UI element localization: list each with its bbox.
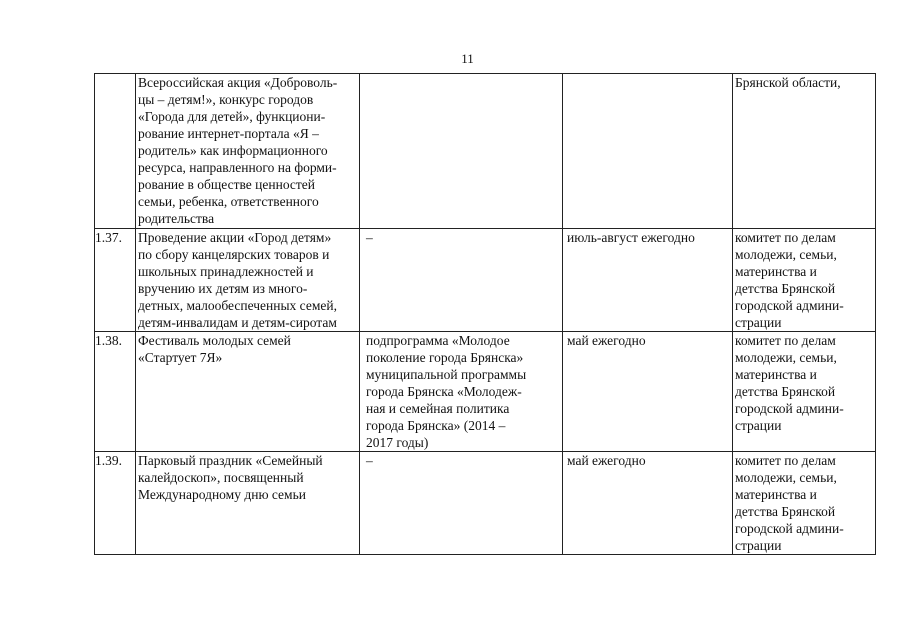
events-table xyxy=(94,73,876,555)
term-text: июль-август ежегодно xyxy=(567,230,695,245)
executor-text: комитет по делам молодежи, семьи, материнства и детства Брянской городской админи- страции xyxy=(735,230,844,330)
program-cell xyxy=(360,332,563,452)
executor-text: комитет по делам молодежи, семьи, материнства и детства Брянской городской админи- страции xyxy=(735,453,844,553)
term-cell xyxy=(563,452,733,555)
table-row xyxy=(95,74,876,229)
executor-text: Брянской области, xyxy=(735,75,841,90)
executor-cell xyxy=(733,229,876,332)
term-cell xyxy=(563,332,733,452)
term-cell xyxy=(563,229,733,332)
executor-cell xyxy=(733,74,876,229)
term-text: май ежегодно xyxy=(567,333,646,348)
program-cell xyxy=(360,74,563,229)
executor-cell xyxy=(733,332,876,452)
event-cell xyxy=(136,229,360,332)
event-cell xyxy=(136,74,360,229)
item-number: 1.39. xyxy=(95,453,122,468)
item-number-cell xyxy=(95,452,136,555)
item-number-cell xyxy=(95,332,136,452)
table-row xyxy=(95,229,876,332)
table-row xyxy=(95,452,876,555)
program-text: подпрограмма «Молодое поколение города Брянска» муниципальной программы города Брянска «Молодеж- ная и семейная политика города Брянска» (2014 – 2017 годы) xyxy=(366,333,527,450)
page-number: 11 xyxy=(461,51,474,66)
event-description: Фестиваль молодых семей «Стартует 7Я» xyxy=(138,333,291,365)
event-description: Парковый праздник «Семейный калейдоскоп», посвященный Международному дню семьи xyxy=(138,453,323,502)
executor-text: комитет по делам молодежи, семьи, материнства и детства Брянской городской админи- страции xyxy=(735,333,844,433)
program-cell xyxy=(360,452,563,555)
item-number: 1.38. xyxy=(95,333,122,348)
event-description: Проведение акции «Город детям» по сбору канцелярских товаров и школьных принадлежностей и вручению их детям из много- детных, малообеспеченных семей, детям-инвалидам и детям-сиротам xyxy=(138,230,337,330)
term-cell xyxy=(563,74,733,229)
table-row xyxy=(95,332,876,452)
item-number-cell xyxy=(95,229,136,332)
program-text: – xyxy=(366,453,373,468)
event-cell xyxy=(136,452,360,555)
term-text: май ежегодно xyxy=(567,453,646,468)
event-description: Всероссийская акция «Доброволь- цы – детям!», конкурс городов «Города для детей», функциони- рование интернет-портала «Я – родитель» как информационного ресурса, направленного на форми- рование в обществе ценностей семьи, ребенка, ответственного родительства xyxy=(138,75,338,226)
program-cell xyxy=(360,229,563,332)
executor-cell xyxy=(733,452,876,555)
item-number: 1.37. xyxy=(95,230,122,245)
event-cell xyxy=(136,332,360,452)
program-text: – xyxy=(366,230,373,245)
item-number-cell xyxy=(95,74,136,229)
